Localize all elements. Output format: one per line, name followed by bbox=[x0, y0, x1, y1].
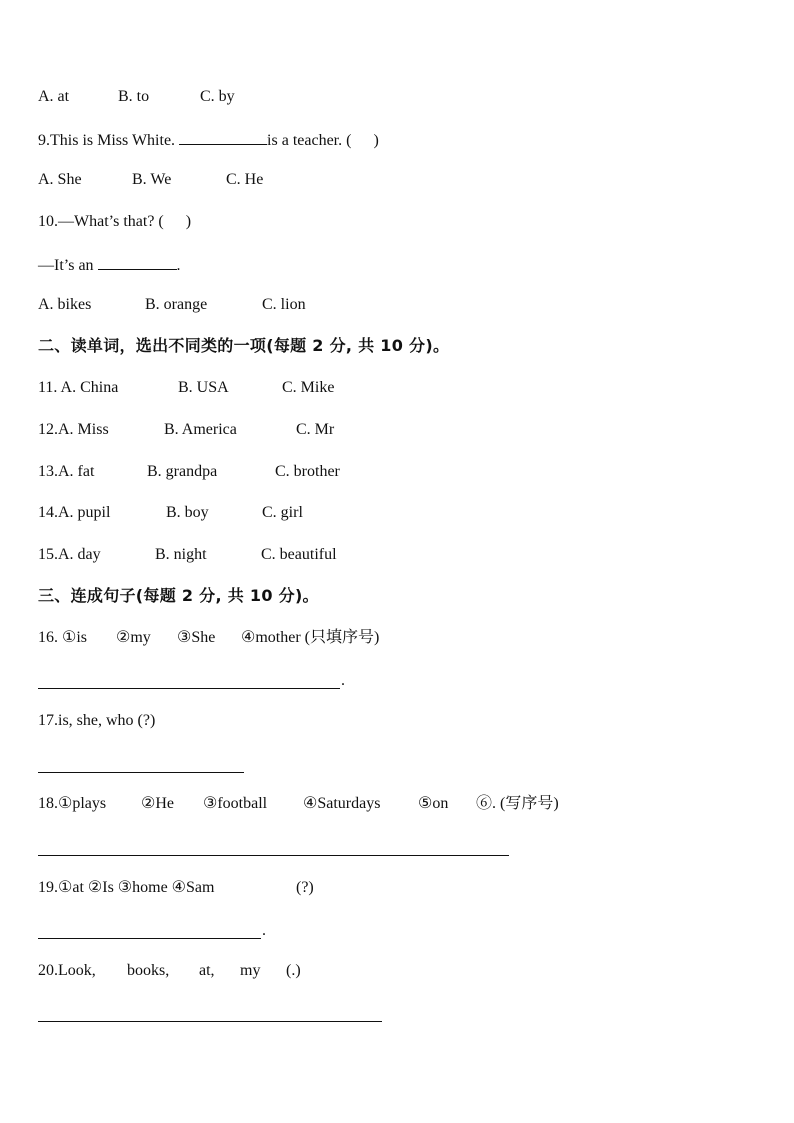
q16-word-4: ④mother (只填序号) bbox=[241, 629, 380, 646]
q9-suffix: is a teacher. ( bbox=[267, 132, 352, 149]
q20-word-4: my bbox=[240, 962, 261, 979]
q13-option-a: 13.A. fat bbox=[38, 463, 95, 480]
q11-option-a: 11. A. China bbox=[38, 379, 119, 396]
q14-option-b: B. boy bbox=[166, 504, 209, 521]
q20-word-1: 20.Look, bbox=[38, 962, 96, 979]
q15-option-c: C. beautiful bbox=[261, 546, 337, 563]
q9-prefix: 9.This is Miss White. bbox=[38, 132, 180, 149]
q18-word-4: ④Saturdays bbox=[303, 795, 381, 812]
q11-option-c: C. Mike bbox=[282, 379, 335, 396]
q20-answer-line[interactable] bbox=[38, 1021, 382, 1022]
q16-words bbox=[38, 628, 379, 648]
q8-option-c: C. by bbox=[200, 88, 235, 105]
q19-end-mark: . bbox=[262, 922, 266, 939]
q12-option-a: 12.A. Miss bbox=[38, 421, 109, 438]
q9-option-c: C. He bbox=[226, 171, 264, 188]
q10-answer-suffix: . bbox=[176, 257, 181, 274]
q9-option-a: A. She bbox=[38, 171, 82, 188]
q12-options bbox=[38, 420, 334, 440]
q9-blank[interactable] bbox=[179, 129, 267, 145]
q18-words bbox=[38, 794, 559, 814]
q10-question-text: 10.—What’s that? ( bbox=[38, 213, 164, 230]
q9-options bbox=[38, 170, 263, 190]
q10-close: ) bbox=[185, 213, 192, 230]
q8-option-a: A. at bbox=[38, 88, 70, 105]
q20-word-3: at, bbox=[199, 962, 215, 979]
q20-word-5: (.) bbox=[286, 962, 301, 979]
q12-option-c: C. Mr bbox=[296, 421, 335, 438]
q13-options bbox=[38, 462, 340, 482]
q16-answer-line[interactable] bbox=[38, 688, 340, 689]
q14-options bbox=[38, 503, 303, 523]
q18-word-5: ⑤on bbox=[418, 795, 449, 812]
q15-option-b: B. night bbox=[155, 546, 207, 563]
section-3-heading: 三、连成句子(每题 2 分, 共 10 分)。 bbox=[38, 586, 319, 605]
q16-word-2: ②my bbox=[116, 629, 151, 646]
q15-options bbox=[38, 545, 337, 565]
q10-answer-prefix: —It’s an bbox=[38, 257, 98, 274]
q10-option-b: B. orange bbox=[145, 296, 208, 313]
q10-option-a: A. bikes bbox=[38, 296, 92, 313]
q11-options bbox=[38, 378, 334, 398]
q14-option-c: C. girl bbox=[262, 504, 303, 521]
q10-answer bbox=[38, 254, 181, 276]
q18-word-6: ⑥. (写序号) bbox=[476, 795, 559, 812]
q10-question bbox=[38, 212, 191, 232]
q19-words bbox=[38, 878, 314, 898]
q16-word-3: ③She bbox=[177, 629, 216, 646]
q10-options bbox=[38, 295, 306, 315]
q20-words bbox=[38, 961, 301, 981]
q19-punct: (?) bbox=[296, 879, 314, 896]
q9-question bbox=[38, 129, 379, 151]
q20-word-2: books, bbox=[127, 962, 170, 979]
q19-words-main: 19.①at ②Is ③home ④Sam bbox=[38, 879, 215, 896]
q17-answer-line[interactable] bbox=[38, 772, 244, 773]
q19-answer-line[interactable] bbox=[38, 938, 261, 939]
q15-option-a: 15.A. day bbox=[38, 546, 101, 563]
q17-text: 17.is, she, who (?) bbox=[38, 712, 156, 729]
q16-end-mark: . bbox=[341, 672, 345, 689]
q13-option-c: C. brother bbox=[275, 463, 340, 480]
q13-option-b: B. grandpa bbox=[147, 463, 218, 480]
q18-word-1: 18.①plays bbox=[38, 795, 107, 812]
q10-blank[interactable] bbox=[98, 254, 177, 270]
q14-option-a: 14.A. pupil bbox=[38, 504, 111, 521]
q8-option-b: B. to bbox=[118, 88, 150, 105]
section-2-heading: 二、读单词，选出不同类的一项(每题 2 分, 共 10 分)。 bbox=[38, 336, 450, 355]
q16-word-1: 16. ①is bbox=[38, 629, 88, 646]
q11-option-b: B. USA bbox=[178, 379, 229, 396]
q8-options bbox=[38, 87, 235, 107]
q10-option-c: C. lion bbox=[262, 296, 306, 313]
q18-word-3: ③football bbox=[203, 795, 268, 812]
q18-word-2: ②He bbox=[141, 795, 174, 812]
q9-option-b: B. We bbox=[132, 171, 172, 188]
q18-answer-line[interactable] bbox=[38, 855, 509, 856]
q9-close: ) bbox=[373, 132, 379, 149]
q12-option-b: B. America bbox=[164, 421, 237, 438]
